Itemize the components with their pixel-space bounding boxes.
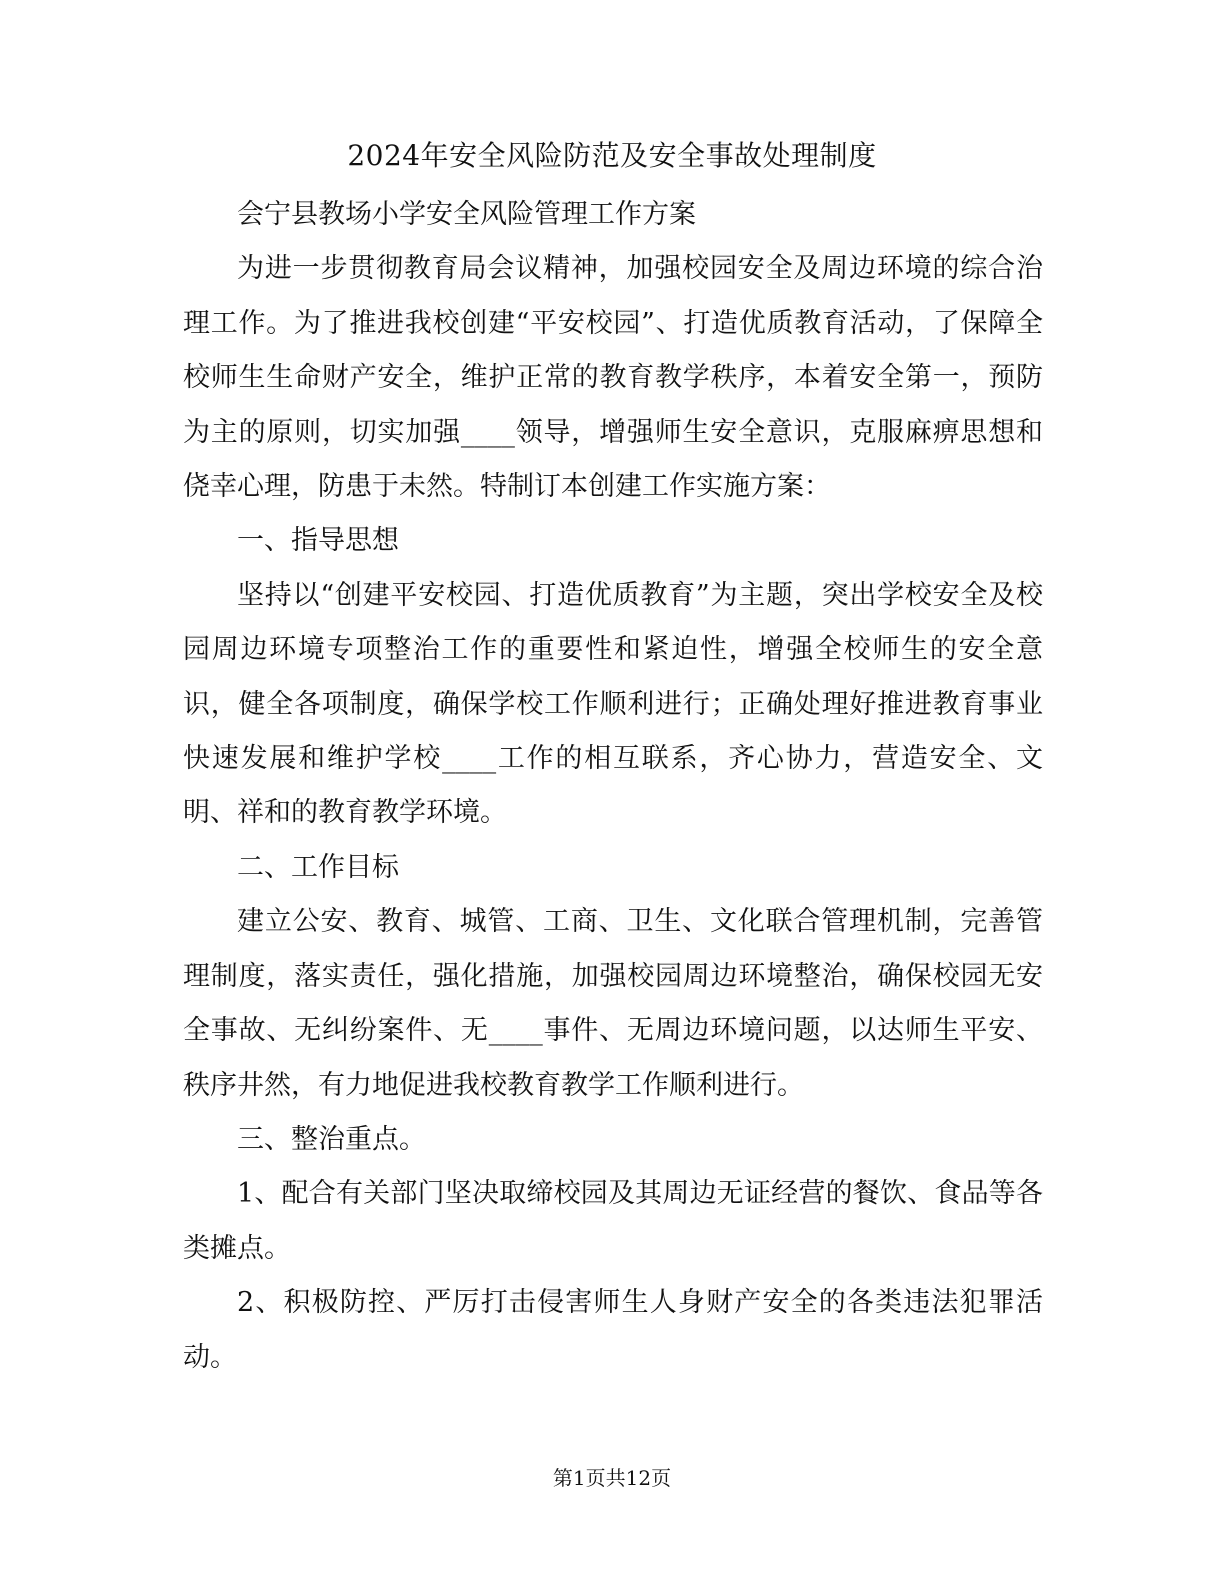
section-heading-guiding-thought: 一、指导思想 [237, 525, 399, 557]
paragraph-work-goals: 建立公安、教育、城管、工商、卫生、文化联合管理机制，完善管理制度，落实责任，强化措施，加强校园周边环境整治，确保校园无安全事故、无纠纷案件、无____事件、无周边环境问题，以达师生平安、秩序井然，有力地促进我校教育教学工作顺利进行。 [183, 906, 1043, 1101]
page-number-footer: 第1页共12页 [552, 1466, 672, 1490]
paragraph-focus-item-2: 2、积极防控、严厉打击侵害师生人身财产安全的各类违法犯罪活动。 [183, 1287, 1043, 1373]
paragraph-focus-item-1: 1、配合有关部门坚决取缔校园及其周边无证经营的餐饮、食品等各类摊点。 [183, 1178, 1043, 1264]
document-title: 2024年安全风险防范及安全事故处理制度 [347, 139, 877, 172]
section-heading-work-goals: 二、工作目标 [237, 851, 399, 883]
section-heading-rectification-focus: 三、整治重点。 [237, 1123, 426, 1155]
paragraph-guiding-thought: 坚持以“创建平安校园、打造优质教育”为主题，突出学校安全及校园周边环境专项整治工作的重要性和紧迫性，增强全校师生的安全意识，健全各项制度，确保学校工作顺利进行；正确处理好推进教育事业快速发展和维护学校____工作的相互联系，齐心协力，营造安全、文明、祥和的教育教学环境。 [183, 579, 1043, 829]
paragraph-intro: 为进一步贯彻教育局会议精神，加强校园安全及周边环境的综合治理工作。为了推进我校创建“平安校园”、打造优质教育活动，了保障全校师生生命财产安全，维护正常的教育教学秩序，本着安全第一，预防为主的原则，切实加强____领导，增强师生安全意识，克服麻痹思想和侥幸心理，防患于未然。特制订本创建工作实施方案： [183, 253, 1043, 503]
document-body [183, 188, 1043, 1385]
paragraph-subtitle: 会宁县教场小学安全风险管理工作方案 [237, 199, 696, 230]
